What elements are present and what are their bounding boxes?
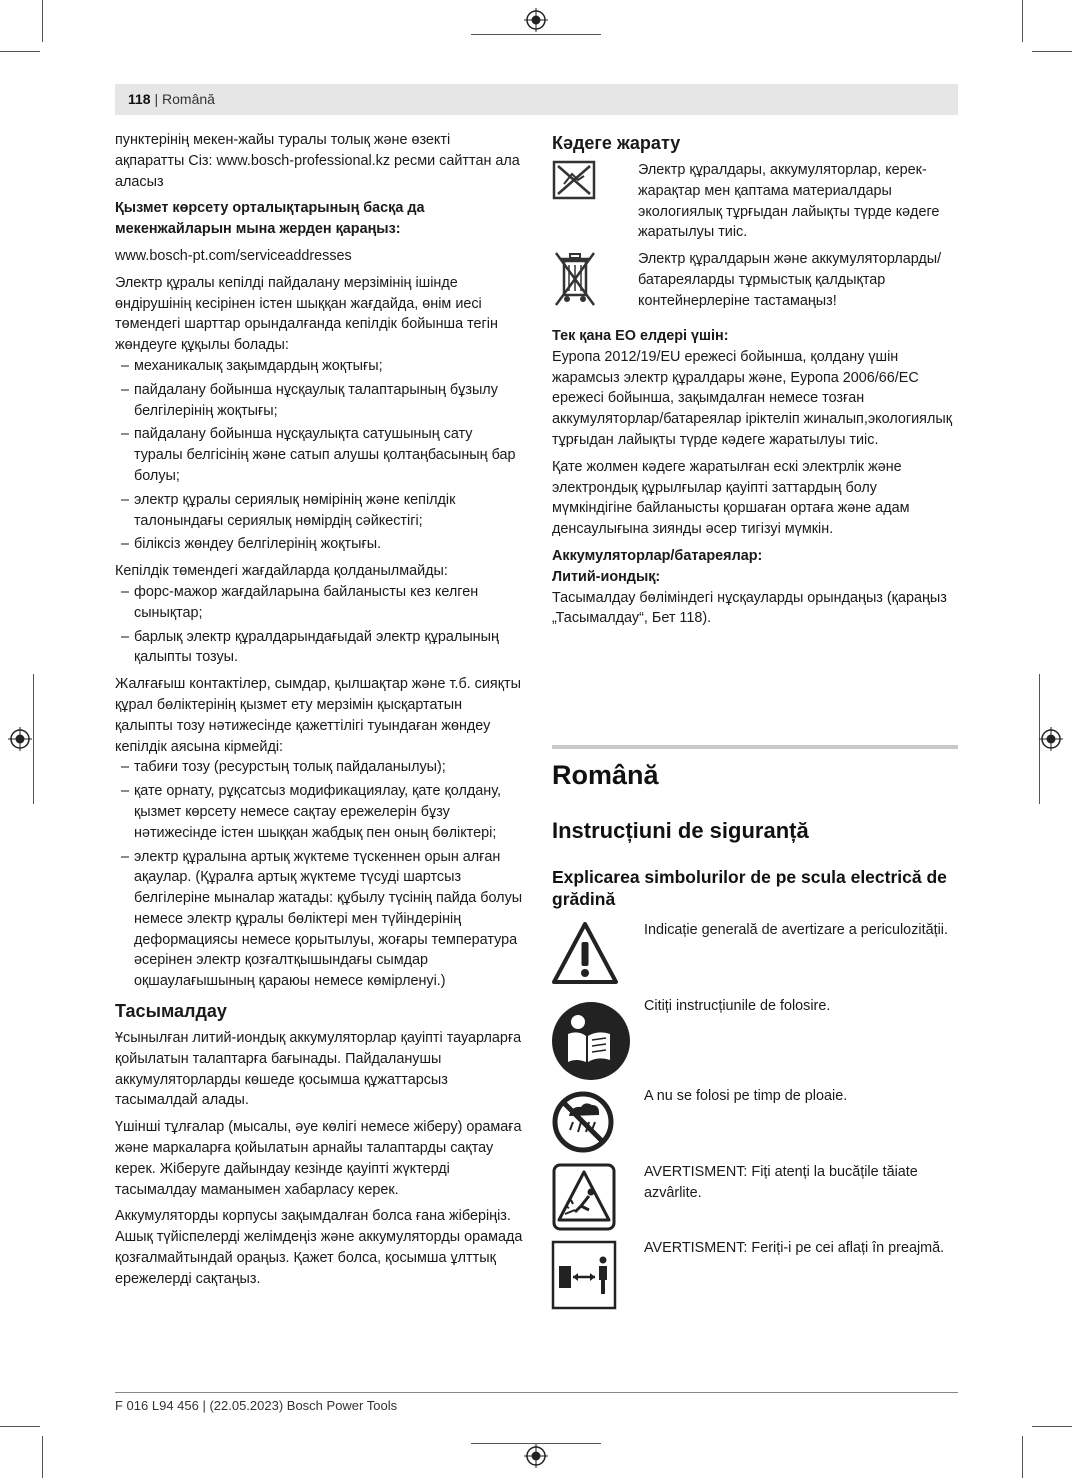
list-item: – біліксіз жөндеу белгілерінің жоқтығы.: [115, 534, 523, 555]
paragraph: Жалғағыш контактілер, сымдар, қылшақтар және т.б. сияқты құрал бөліктерінің қызмет ету мерзімін қысқартатын қалыпты тозу нәтижесінде қажеттілігі туындаған жөндеу кепілдік аясына кірмейді:: [115, 676, 521, 755]
left-column: [115, 130, 523, 1296]
registration-mark-icon: [1039, 727, 1063, 751]
no-crossed-packaging-icon: [552, 160, 638, 207]
crop-mark: [1032, 51, 1072, 52]
disposal-text: Электр құралдары, аккумуляторлар, керек-жарақтар мен қаптама материалдары экологиялық тұрғыдан лайықты түрде кәдеге жаратылуы тиіс.: [638, 162, 940, 241]
disposal-heading: Кәдеге жарату: [552, 133, 681, 153]
crop-mark: [42, 1436, 43, 1478]
warning-triangle-icon: [550, 920, 620, 991]
service-heading: Қызмет көрсету орталықтарының басқа да мекенжайларын мына жерден қараңыз:: [115, 200, 425, 238]
list-item: – форс-мажор жағдайларына байланысты кез келген сынықтар;: [115, 582, 523, 624]
paragraph: Аккумуляторды корпусы зақымдалған болса ғана жіберіңіз. Ашық түйіспелерді желімдеңіз және аккумуляторды орамада қозғалмайтындай ораңыз. Қажет болса, қосымша ұлттық ережелерді сақтаңыз.: [115, 1208, 523, 1287]
liion-heading: Литий-иондық:: [552, 568, 661, 585]
page-number: 118: [128, 91, 151, 107]
list-item: – барлық электр құралдарындағыдай электр құралының қалыпты тозуы.: [115, 627, 523, 669]
registration-mark-icon: [8, 727, 32, 751]
thrown-objects-icon: [551, 1162, 617, 1237]
paragraph: Электр құралы кепілді пайдалану мерзімінің ішінде өндірушінің кесірінен істен шыққан жағдайда, өнім иесі төмендегі шарттар орындалғанда кепілдік бойынша тегін жөндеуге құқылы болады:: [115, 274, 498, 354]
crop-mark: [1032, 1426, 1072, 1427]
page-footer: F 016 L94 456 | (22.05.2023) Bosch Power Tools: [115, 1398, 398, 1413]
crop-mark: [33, 674, 34, 804]
paragraph: Кепілдік төмендегі жағдайларда қолданылмайды:: [115, 563, 448, 580]
symbol-text: Citiți instrucțiunile de folosire.: [644, 998, 831, 1014]
service-url: www.bosch-pt.com/serviceaddresses: [115, 247, 352, 264]
symbols-title: Explicarea simbolurilor de pe scula electrică de grădină: [552, 867, 947, 909]
paragraph: Тасымалдау бөліміндегі нұсқауларды орындаңыз (қараңыз „Тасымалдау“, Бет 118).: [552, 589, 947, 627]
header-language: Română: [162, 91, 215, 107]
symbol-text: AVERTISMENT: Fiți atenți la bucățile tăiate azvârlite.: [644, 1164, 918, 1201]
keep-distance-icon: [551, 1240, 617, 1315]
list-item: – пайдалану бойынша нұсқаулықта сатушының сату туралы белгісінің және сатып алушы қолтаңбасының бар болуы;: [115, 424, 523, 486]
registration-mark-icon: [524, 8, 548, 32]
header-separator: |: [154, 91, 159, 107]
transport-heading: Тасымалдау: [115, 1001, 227, 1022]
list-item: – қате орнату, рұқсатсыз модификациялау, қате қолдану, қызмет көрсету немесе сақтау ережелерін бұзу нәтижесінде істен шыққан жабдық пен оның бөліктері;: [115, 781, 523, 843]
crop-mark: [42, 0, 43, 42]
crop-mark: [1022, 0, 1023, 42]
crop-mark: [0, 51, 40, 52]
battery-heading: Аккумуляторлар/батареялар:: [552, 547, 763, 564]
paragraph: Үшінші тұлғалар (мысалы, әуе көлігі немесе жіберу) орамаға және маркаларға қойылатын арнайы талаптарды сақтау керек. Жіберуге дайындау кезінде қауіпті жүктерді тасымалдау маманымен хабарласу керек.: [115, 1119, 522, 1198]
eu-heading: Тек қана ЕО елдері үшін:: [552, 327, 729, 344]
crop-mark: [1022, 1436, 1023, 1478]
section-title: Română: [552, 760, 659, 790]
paragraph: Еуропа 2012/19/EU ережесі бойынша, қолдану үшін жарамсыз электр құралдары және, Еуропа 2006/66/EC ережесі бойынша, зақымдалған немесе тозған аккумуляторлар/батареялар іріктеліп жиналып,экологиялық тұрғыдан лайықты түрде кәдеге жаратылуы тиіс.: [552, 348, 952, 448]
footer-divider: [115, 1392, 958, 1393]
page-header: [128, 91, 215, 107]
registration-mark-icon: [524, 1444, 548, 1468]
list-item: – электр құралына артық жүктеме түскеннен орын алған ақаулар. (Құралға артық жүктеме түсуді шартсыз белгілеріне мыналар жатады: құбылу түсінің пайда болуы немесе электр құралы бөліктері мен түйіндерінің деформациясы немесе қорытылуы, жоғары температура әсерінен электр қозғалтқышындағы сымдар оқшаулағышының қараюы немесе көмірленуі.): [115, 847, 523, 993]
not-applied-list: [115, 582, 523, 668]
warranty-list: [115, 356, 523, 555]
section-divider: [552, 745, 958, 749]
paragraph: пунктерінің мекен-жайы туралы толық және өзекті ақпаратты Сіз: www.bosch-professional.kz ресми сайттан ала аласыз: [115, 132, 520, 190]
paragraph: Ұсынылған литий-иондық аккумуляторлар қауіпті тауарларға қойылатын талаптарға бағынады. Пайдаланушы аккумуляторларды көшеде қосымша құжаттарсыз тасымалдай алады.: [115, 1030, 522, 1109]
disposal-warning-text: Электр құралдарын және аккумуляторларды/батареяларды тұрмыстық қалдықтар контейнерлеріне тастамаңыз!: [638, 251, 942, 309]
crossed-bin-icon: [552, 249, 638, 316]
safety-title: Instrucțiuni de siguranță: [552, 818, 809, 843]
list-item: – механикалық зақымдардың жоқтығы;: [115, 356, 523, 377]
list-item: – табиғи тозу (ресурстың толық пайдаланылуы);: [115, 757, 523, 778]
crop-mark: [0, 1426, 40, 1427]
paragraph: Қате жолмен кәдеге жаратылған ескі электрлік және электрондық құрылғылар қауіпті заттардың болу мүмкіндігіне байланысты қоршаған ортаға және адам денсаулығына зиянды әсер тигізуі мүмкін.: [552, 458, 910, 538]
page-header-bar: [115, 84, 958, 115]
right-column: [552, 130, 957, 635]
list-item: – пайдалану бойынша нұсқаулық талаптарының бұзылу белгілерінің жоқтығы;: [115, 380, 523, 422]
read-manual-icon: [550, 1000, 632, 1087]
symbol-text: AVERTISMENT: Feriți-i pe cei aflați în preajmă.: [644, 1240, 945, 1256]
list-item: – электр құралы сериялық нөмірінің және кепілдік талонындағы сериялық нөмірдің сәйкестігі;: [115, 490, 523, 532]
crop-mark: [471, 34, 601, 35]
wear-list: [115, 757, 523, 992]
no-rain-icon: [551, 1090, 615, 1159]
symbol-text: Indicație generală de avertizare a periculozității.: [644, 922, 948, 938]
symbol-text: A nu se folosi pe timp de ploaie.: [644, 1088, 848, 1104]
